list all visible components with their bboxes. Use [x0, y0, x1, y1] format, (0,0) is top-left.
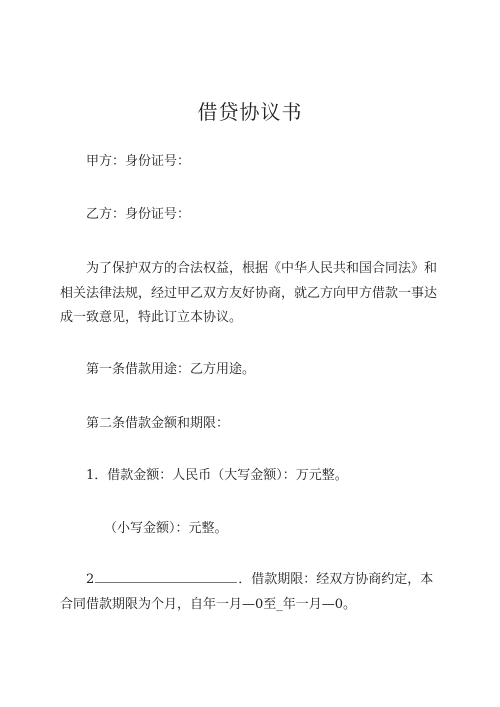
item-1-small-amount: （小写金额）：元整。	[104, 521, 228, 536]
item-2-text: ．借款期限：经双方协商约定，本合同借款期限为个月，自年一月—0至_年一月—0。	[60, 572, 434, 612]
item-2-blank-line	[95, 570, 237, 583]
article-2-heading: 第二条借款金额和期限：	[86, 416, 230, 431]
item-2-term	[60, 568, 440, 617]
party-a-line: 甲方：身份证号：	[86, 154, 191, 169]
item-1-amount: 1．借款金额：人民币（大写金额）：万元整。	[86, 468, 348, 483]
article-1-purpose: 第一条借款用途：乙方用途。	[86, 362, 256, 377]
preamble-paragraph: 为了保护双方的合法权益，根据《中华人民共和国合同法》和相关法律法规，经过甲乙双方友好协商，就乙方向甲方借款一事达成一致意见，特此订立本协议。	[60, 261, 438, 325]
party-b-line: 乙方：身份证号：	[86, 207, 191, 222]
item-2-number: 2	[86, 572, 95, 587]
document-title: 借贷协议书	[197, 100, 303, 124]
